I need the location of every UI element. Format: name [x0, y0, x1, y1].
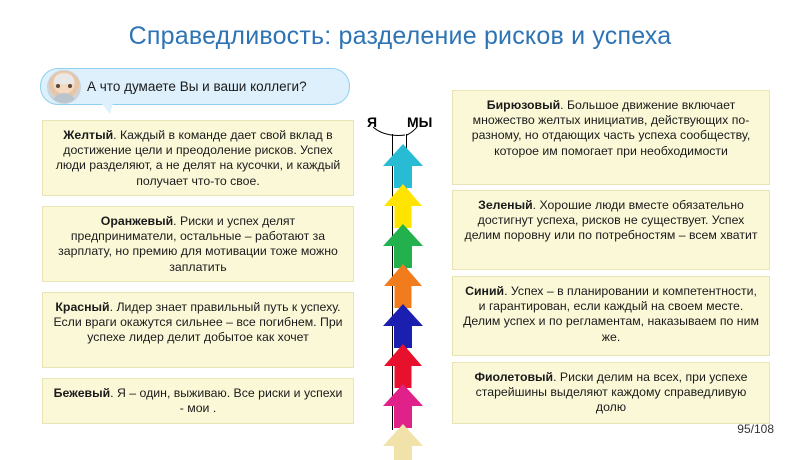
speech-bubble — [40, 68, 350, 105]
text-box-blue — [452, 276, 770, 356]
page-number: 95/108 — [737, 422, 774, 436]
axis-label-left: Я — [367, 114, 378, 130]
arrow-orange-head — [384, 264, 422, 286]
arrow-stack — [355, 144, 451, 434]
color-name-turquoise: Бирюзовый — [486, 98, 561, 112]
color-name-beige: Бежевый — [53, 386, 111, 400]
text-box-turquoise — [452, 90, 770, 185]
arrow-green-head — [383, 224, 423, 246]
text-box-orange — [42, 206, 354, 282]
arrow-magenta-head — [383, 384, 423, 406]
person-avatar-icon — [47, 70, 81, 104]
arrow-red — [384, 344, 422, 388]
center-axis-group — [355, 110, 451, 430]
text-box-violet — [452, 362, 770, 424]
text-yellow: . Каждый в команде дает свой вклад в достижение цели и преодоление рисков. Успех люди разделяют, а не делят на кусочки, и каждый получает что-то свое. — [55, 128, 341, 188]
text-red: . Лидер знает правильный путь к успеху. Если враги окажутся сильнее – все погибнем. При успехе лидер делит добытое как хочет — [53, 300, 343, 345]
text-box-red — [42, 292, 354, 368]
text-green: . Хорошие люди вместе обязательно достигнут успеха, рисков не существует. Успех делим поровну или по потребностям – всем хватит — [464, 198, 758, 243]
speech-bubble-text: А что думаете Вы и ваши коллеги? — [87, 79, 307, 94]
axis-connector-curve — [371, 126, 431, 138]
color-name-blue: Синий — [465, 284, 505, 298]
text-box-green — [452, 190, 770, 270]
color-name-yellow: Желтый — [63, 128, 114, 142]
page-title: Справедливость: разделение рисков и успеха — [128, 22, 672, 50]
arrow-blue — [383, 304, 423, 348]
arrow-turquoise — [383, 144, 423, 188]
arrow-turquoise-head — [383, 144, 423, 166]
axis-label-right: МЫ — [407, 114, 433, 130]
text-box-yellow — [42, 120, 354, 196]
arrow-yellow-head — [384, 184, 422, 206]
text-violet: . Риски делим на всех, при успехе старейшины выделяют каждому справедливую долю — [475, 370, 748, 415]
color-name-violet: Фиолетовый — [474, 370, 554, 384]
arrow-orange — [384, 264, 422, 308]
text-beige: . Я – один, выживаю. Все риски и успехи - мои . — [110, 386, 343, 416]
arrow-magenta — [383, 384, 423, 428]
text-orange: . Риски и успех делят предприниматели, остальные – работают за зарплату, но премию для мотивации тоже можно заплатить — [58, 214, 338, 274]
arrow-beige-head — [383, 424, 423, 446]
text-turquoise: . Большое движение включает множество желтых инициатив, действующих по-разному, но отдающих часть успеха сообществу, которое им помогает при необходимости — [471, 98, 751, 158]
arrow-green — [383, 224, 423, 268]
text-box-beige — [42, 378, 354, 424]
text-blue: . Успех – в планировании и компетентности, и гарантирован, если каждый на своем месте. Делим успех и по регламентам, наказываем по ним же. — [463, 284, 759, 344]
speech-bubble-tail — [101, 103, 113, 114]
color-name-red: Красный — [55, 300, 110, 314]
avatar-eyes — [55, 84, 73, 88]
arrow-blue-head — [383, 304, 423, 326]
arrow-yellow — [384, 184, 422, 228]
arrow-beige-shaft — [394, 446, 412, 460]
color-name-green: Зеленый — [478, 198, 533, 212]
arrow-beige — [383, 424, 423, 460]
arrow-red-head — [384, 344, 422, 366]
color-name-orange: Оранжевый — [100, 214, 174, 228]
